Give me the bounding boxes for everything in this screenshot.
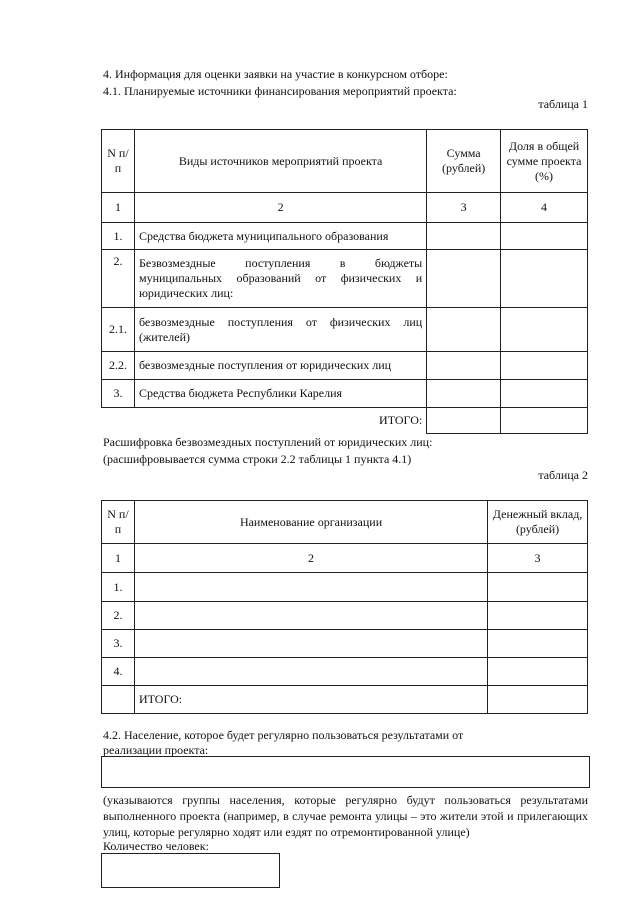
contribution-cell[interactable] bbox=[488, 658, 588, 686]
table2-label: таблица 2 bbox=[538, 468, 588, 482]
table-row bbox=[102, 658, 588, 686]
section-42-title: 4.2. Население, которое будет регулярно пользоваться результатами от bbox=[103, 728, 464, 742]
header-source-type: Виды источников мероприятий проекта bbox=[134, 130, 426, 193]
total-label: ИТОГО: bbox=[134, 408, 426, 434]
total-label: ИТОГО: bbox=[134, 686, 487, 714]
table-row bbox=[102, 308, 588, 352]
row-name: Средства бюджета муниципального образования bbox=[134, 223, 426, 250]
organization-cell[interactable] bbox=[134, 602, 487, 630]
total-row bbox=[102, 686, 588, 714]
share-cell[interactable] bbox=[501, 308, 588, 352]
amount-cell[interactable] bbox=[427, 380, 501, 408]
amount-cell[interactable] bbox=[427, 223, 501, 250]
table-header-row bbox=[102, 501, 588, 544]
total-amount-cell[interactable] bbox=[427, 408, 501, 434]
numbering-cell: 1 bbox=[102, 193, 135, 223]
table-row bbox=[102, 573, 588, 602]
table-row bbox=[102, 250, 588, 308]
numbering-cell: 3 bbox=[427, 193, 501, 223]
amount-cell[interactable] bbox=[427, 352, 501, 380]
numbering-cell: 2 bbox=[134, 544, 487, 573]
people-count-field[interactable] bbox=[101, 853, 280, 888]
row-num: 2.1. bbox=[102, 308, 135, 352]
empty-cell bbox=[102, 408, 135, 434]
organization-cell[interactable] bbox=[134, 658, 487, 686]
organization-cell[interactable] bbox=[134, 573, 487, 602]
table-row bbox=[102, 380, 588, 408]
population-groups-field[interactable] bbox=[101, 756, 590, 788]
numbering-cell: 2 bbox=[134, 193, 426, 223]
row-num: 1. bbox=[102, 223, 135, 250]
row-num: 4. bbox=[102, 658, 135, 686]
numbering-cell: 3 bbox=[488, 544, 588, 573]
population-note: (указываются группы населения, которые регулярно будут пользоваться результатами выполненного проекта (например, в случае ремонта улицы – это жители этой и прилегающих улиц, которые регулярно ходят или ездят по отремонтированной улице) bbox=[103, 793, 588, 839]
breakdown-title: Расшифровка безвозмездных поступлений от юридических лиц: bbox=[103, 435, 433, 449]
numbering-cell: 4 bbox=[501, 193, 588, 223]
subsection-title: 4.1. Планируемые источники финансирования мероприятий проекта: bbox=[103, 84, 457, 98]
row-num: 3. bbox=[102, 380, 135, 408]
contribution-cell[interactable] bbox=[488, 573, 588, 602]
table-row bbox=[102, 223, 588, 250]
header-num: N п/п bbox=[102, 130, 135, 193]
header-num: N п/п bbox=[102, 501, 135, 544]
row-num: 2.2. bbox=[102, 352, 135, 380]
header-contribution: Денежный вклад, (рублей) bbox=[488, 501, 588, 544]
numbering-cell: 1 bbox=[102, 544, 135, 573]
people-count-label: Количество человек: bbox=[103, 839, 209, 853]
total-contribution-cell[interactable] bbox=[488, 686, 588, 714]
table1-label: таблица 1 bbox=[538, 97, 588, 111]
total-share-cell[interactable] bbox=[501, 408, 588, 434]
share-cell[interactable] bbox=[501, 352, 588, 380]
row-name: Средства бюджета Республики Карелия bbox=[134, 380, 426, 408]
financing-sources-table bbox=[101, 129, 588, 434]
numbering-row bbox=[102, 193, 588, 223]
row-name: безвозмездные поступления от юридических лиц bbox=[134, 352, 426, 380]
row-num: 2. bbox=[102, 250, 135, 308]
header-organization: Наименование организации bbox=[134, 501, 487, 544]
share-cell[interactable] bbox=[501, 380, 588, 408]
organization-cell[interactable] bbox=[134, 630, 487, 658]
section-title: 4. Информация для оценки заявки на участие в конкурсном отборе: bbox=[103, 67, 448, 81]
empty-cell bbox=[102, 686, 135, 714]
header-share: Доля в общей сумме проекта (%) bbox=[501, 130, 588, 193]
row-num: 3. bbox=[102, 630, 135, 658]
row-num: 2. bbox=[102, 602, 135, 630]
table-row bbox=[102, 352, 588, 380]
row-name: безвозмездные поступления от физических лиц (жителей) bbox=[134, 308, 426, 352]
numbering-row bbox=[102, 544, 588, 573]
section-42-title-cont: реализации проекта: bbox=[103, 743, 209, 757]
contribution-cell[interactable] bbox=[488, 630, 588, 658]
share-cell[interactable] bbox=[501, 250, 588, 308]
row-name: Безвозмездные поступления в бюджеты муниципальных образований от физических и юридических лиц: bbox=[134, 250, 426, 308]
table-header-row bbox=[102, 130, 588, 193]
breakdown-note: (расшифровывается сумма строки 2.2 таблицы 1 пункта 4.1) bbox=[103, 452, 412, 466]
share-cell[interactable] bbox=[501, 223, 588, 250]
row-num: 1. bbox=[102, 573, 135, 602]
amount-cell[interactable] bbox=[427, 250, 501, 308]
total-row bbox=[102, 408, 588, 434]
table-row bbox=[102, 630, 588, 658]
legal-entities-table bbox=[101, 500, 588, 714]
contribution-cell[interactable] bbox=[488, 602, 588, 630]
table-row bbox=[102, 602, 588, 630]
amount-cell[interactable] bbox=[427, 308, 501, 352]
header-amount: Сумма (рублей) bbox=[427, 130, 501, 193]
